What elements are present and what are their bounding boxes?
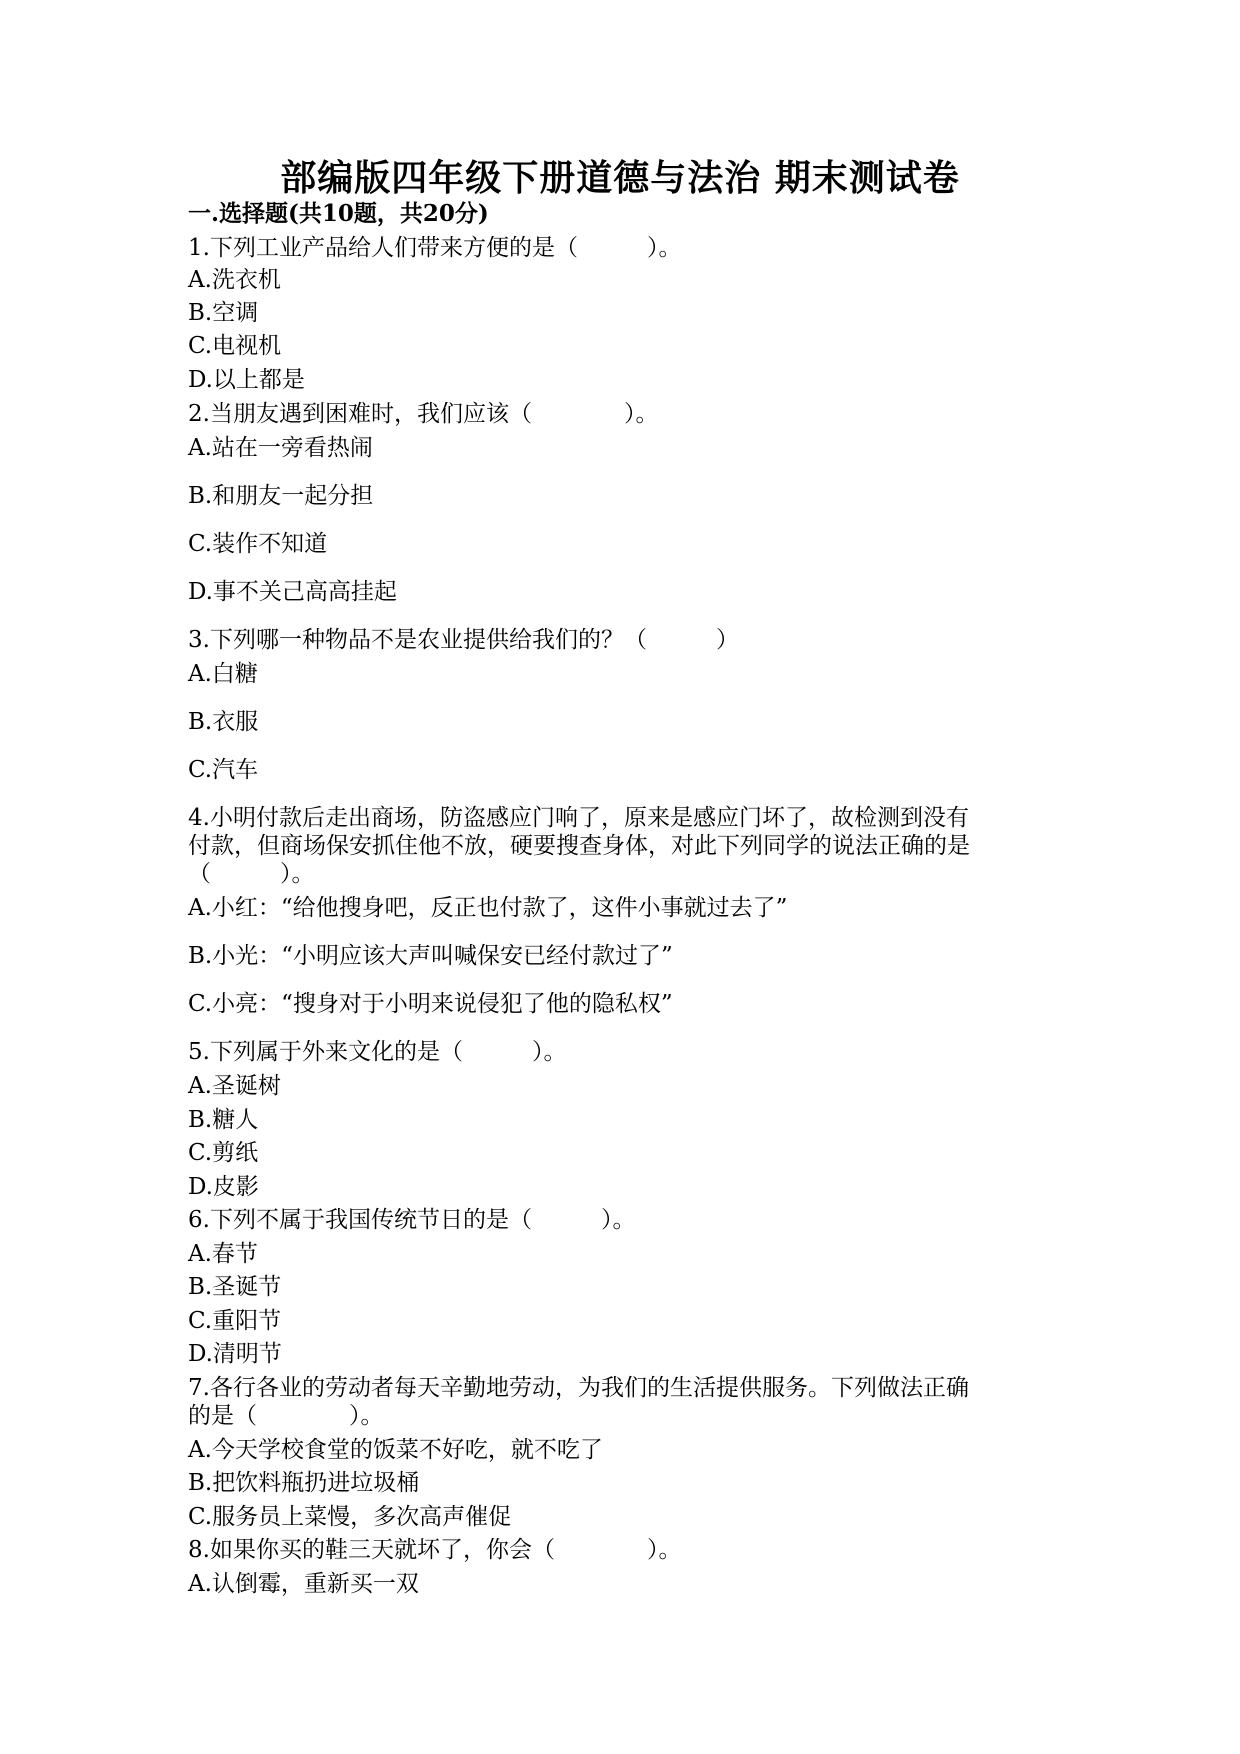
- option: B.空调: [188, 300, 259, 326]
- page-title: 部编版四年级下册道德与法治 期末测试卷: [280, 157, 960, 199]
- question-stem-line: 7.各行各业的劳动者每天辛勤地劳动，为我们的生活提供服务。下列做法正确: [188, 1375, 969, 1401]
- option: C.小亮：“搜身对于小明来说侵犯了他的隐私权”: [188, 991, 673, 1017]
- option: A.今天学校食堂的饭菜不好吃，就不吃了: [188, 1437, 603, 1463]
- question-stem-line: 的是（ ）。: [188, 1403, 384, 1429]
- option: A.小红：“给他搜身吧，反正也付款了，这件小事就过去了”: [188, 895, 788, 921]
- option: B.把饮料瓶扔进垃圾桶: [188, 1470, 420, 1496]
- option: A.圣诞树: [188, 1073, 281, 1099]
- option: C.电视机: [188, 333, 282, 359]
- question-stem: 8.如果你买的鞋三天就坏了，你会（ ）。: [188, 1537, 682, 1563]
- option: A.洗衣机: [188, 267, 281, 293]
- question-stem: 3.下列哪一种物品不是农业提供给我们的？（ ）: [188, 627, 739, 653]
- option: A.春节: [188, 1241, 258, 1267]
- option: B.圣诞节: [188, 1274, 282, 1300]
- option: B.衣服: [188, 709, 259, 735]
- option: D.以上都是: [188, 367, 305, 393]
- option: A.站在一旁看热闹: [188, 435, 373, 461]
- option: C.汽车: [188, 757, 259, 783]
- option: A.白糖: [188, 661, 258, 687]
- option: B.糖人: [188, 1107, 259, 1133]
- question-stem: 1.下列工业产品给人们带来方便的是（ ）。: [188, 235, 682, 261]
- option: C.服务员上菜慢，多次高声催促: [188, 1504, 512, 1530]
- option: A.认倒霉，重新买一双: [188, 1571, 419, 1597]
- question-stem-line: 4.小明付款后走出商场，防盗感应门响了，原来是感应门坏了，故检测到没有: [188, 805, 969, 831]
- option: C.重阳节: [188, 1308, 282, 1334]
- question-stem: 6.下列不属于我国传统节日的是（ ）。: [188, 1207, 636, 1233]
- question-stem-line: （ ）。: [188, 861, 315, 887]
- option: D.清明节: [188, 1341, 282, 1367]
- option: D.皮影: [188, 1174, 259, 1200]
- option: C.剪纸: [188, 1140, 259, 1166]
- question-stem: 2.当朋友遇到困难时，我们应该（ ）。: [188, 401, 659, 427]
- option: C.装作不知道: [188, 531, 328, 557]
- option: D.事不关己高高挂起: [188, 579, 397, 605]
- section-heading: 一.选择题(共10题，共20分): [188, 200, 489, 227]
- option: B.小光：“小明应该大声叫喊保安已经付款过了”: [188, 943, 673, 969]
- question-stem: 5.下列属于外来文化的是（ ）。: [188, 1039, 567, 1065]
- option: B.和朋友一起分担: [188, 483, 374, 509]
- question-stem-line: 付款，但商场保安抓住他不放，硬要搜查身体，对此下列同学的说法正确的是: [188, 833, 970, 859]
